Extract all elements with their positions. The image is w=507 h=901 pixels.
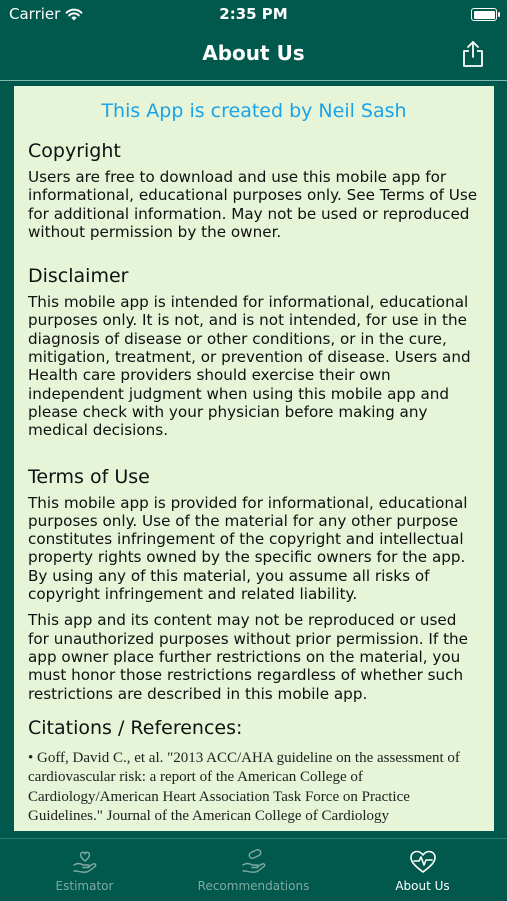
- battery-level: [474, 11, 495, 19]
- status-time: 2:35 PM: [219, 5, 288, 23]
- status-bar: [0, 0, 507, 28]
- section-paragraph: Users are free to download and use this mobile app for informational, educational purposes only. See Terms of Use for additional information. May not be used or reproduced without permission by the owner.: [28, 168, 478, 241]
- tab-label: Recommendations: [197, 879, 310, 893]
- about-content-panel[interactable]: [14, 86, 494, 831]
- terms-of-use-section: [28, 466, 480, 703]
- tab-label: Estimator: [55, 879, 114, 893]
- section-title: Copyright: [28, 140, 121, 162]
- creator-headline: This App is created by Neil Sash: [101, 100, 407, 122]
- tab-about-us[interactable]: [338, 839, 507, 901]
- copyright-section: [28, 140, 480, 241]
- disclaimer-section: [28, 265, 480, 439]
- hand-pill-icon: [240, 849, 268, 875]
- citations-section: [28, 717, 480, 827]
- heart-pulse-icon: [409, 849, 437, 875]
- tab-bar: [0, 838, 507, 901]
- section-title: Disclaimer: [28, 265, 129, 288]
- section-title: Terms of Use: [28, 465, 150, 488]
- share-icon[interactable]: [461, 40, 485, 68]
- section-paragraph: This mobile app is intended for informational, educational purposes only. It is not, and is not intended, for use in the diagnosis of disease or other conditions, or in the cure, mitigation, treatment, or prevention of disease. Users and Health care providers should exercise their own independent judgment when using this mobile app and please check with your physician before making any medical decisions.: [28, 293, 471, 440]
- citation-item: • Goff, David C., et al. "2013 ACC/AHA guideline on the assessment of cardiovascular risk: a report of the American College of Cardiology/American Heart Association Task Force on Practice Guidelines." Journal of the American College of Cardiology: [28, 749, 460, 825]
- navigation-bar: [0, 28, 507, 81]
- section-paragraph: This app and its content may not be reproduced or used for unauthorized purposes without prior permission. If the app owner place further restrictions on the material, you must honor those restrictions regardless of whether such restrictions are described in this mobile app.: [28, 611, 469, 703]
- heart-in-hand-icon: [71, 849, 99, 875]
- tab-recommendations[interactable]: [169, 839, 338, 901]
- tab-estimator[interactable]: [0, 839, 169, 901]
- section-paragraph: This mobile app is provided for informational, educational purposes only. Use of the material for any other purpose constitutes infringement of the copyright and intellectual property rights owned by the specific owners for the app. By using any of this material, you assume all risks of copyright infringement and related liability.: [28, 493, 468, 604]
- carrier-label: Carrier: [9, 5, 61, 23]
- battery-icon: [471, 8, 497, 21]
- page-title: About Us: [202, 41, 305, 65]
- tab-label: About Us: [395, 879, 450, 893]
- section-title: Citations / References:: [28, 716, 243, 739]
